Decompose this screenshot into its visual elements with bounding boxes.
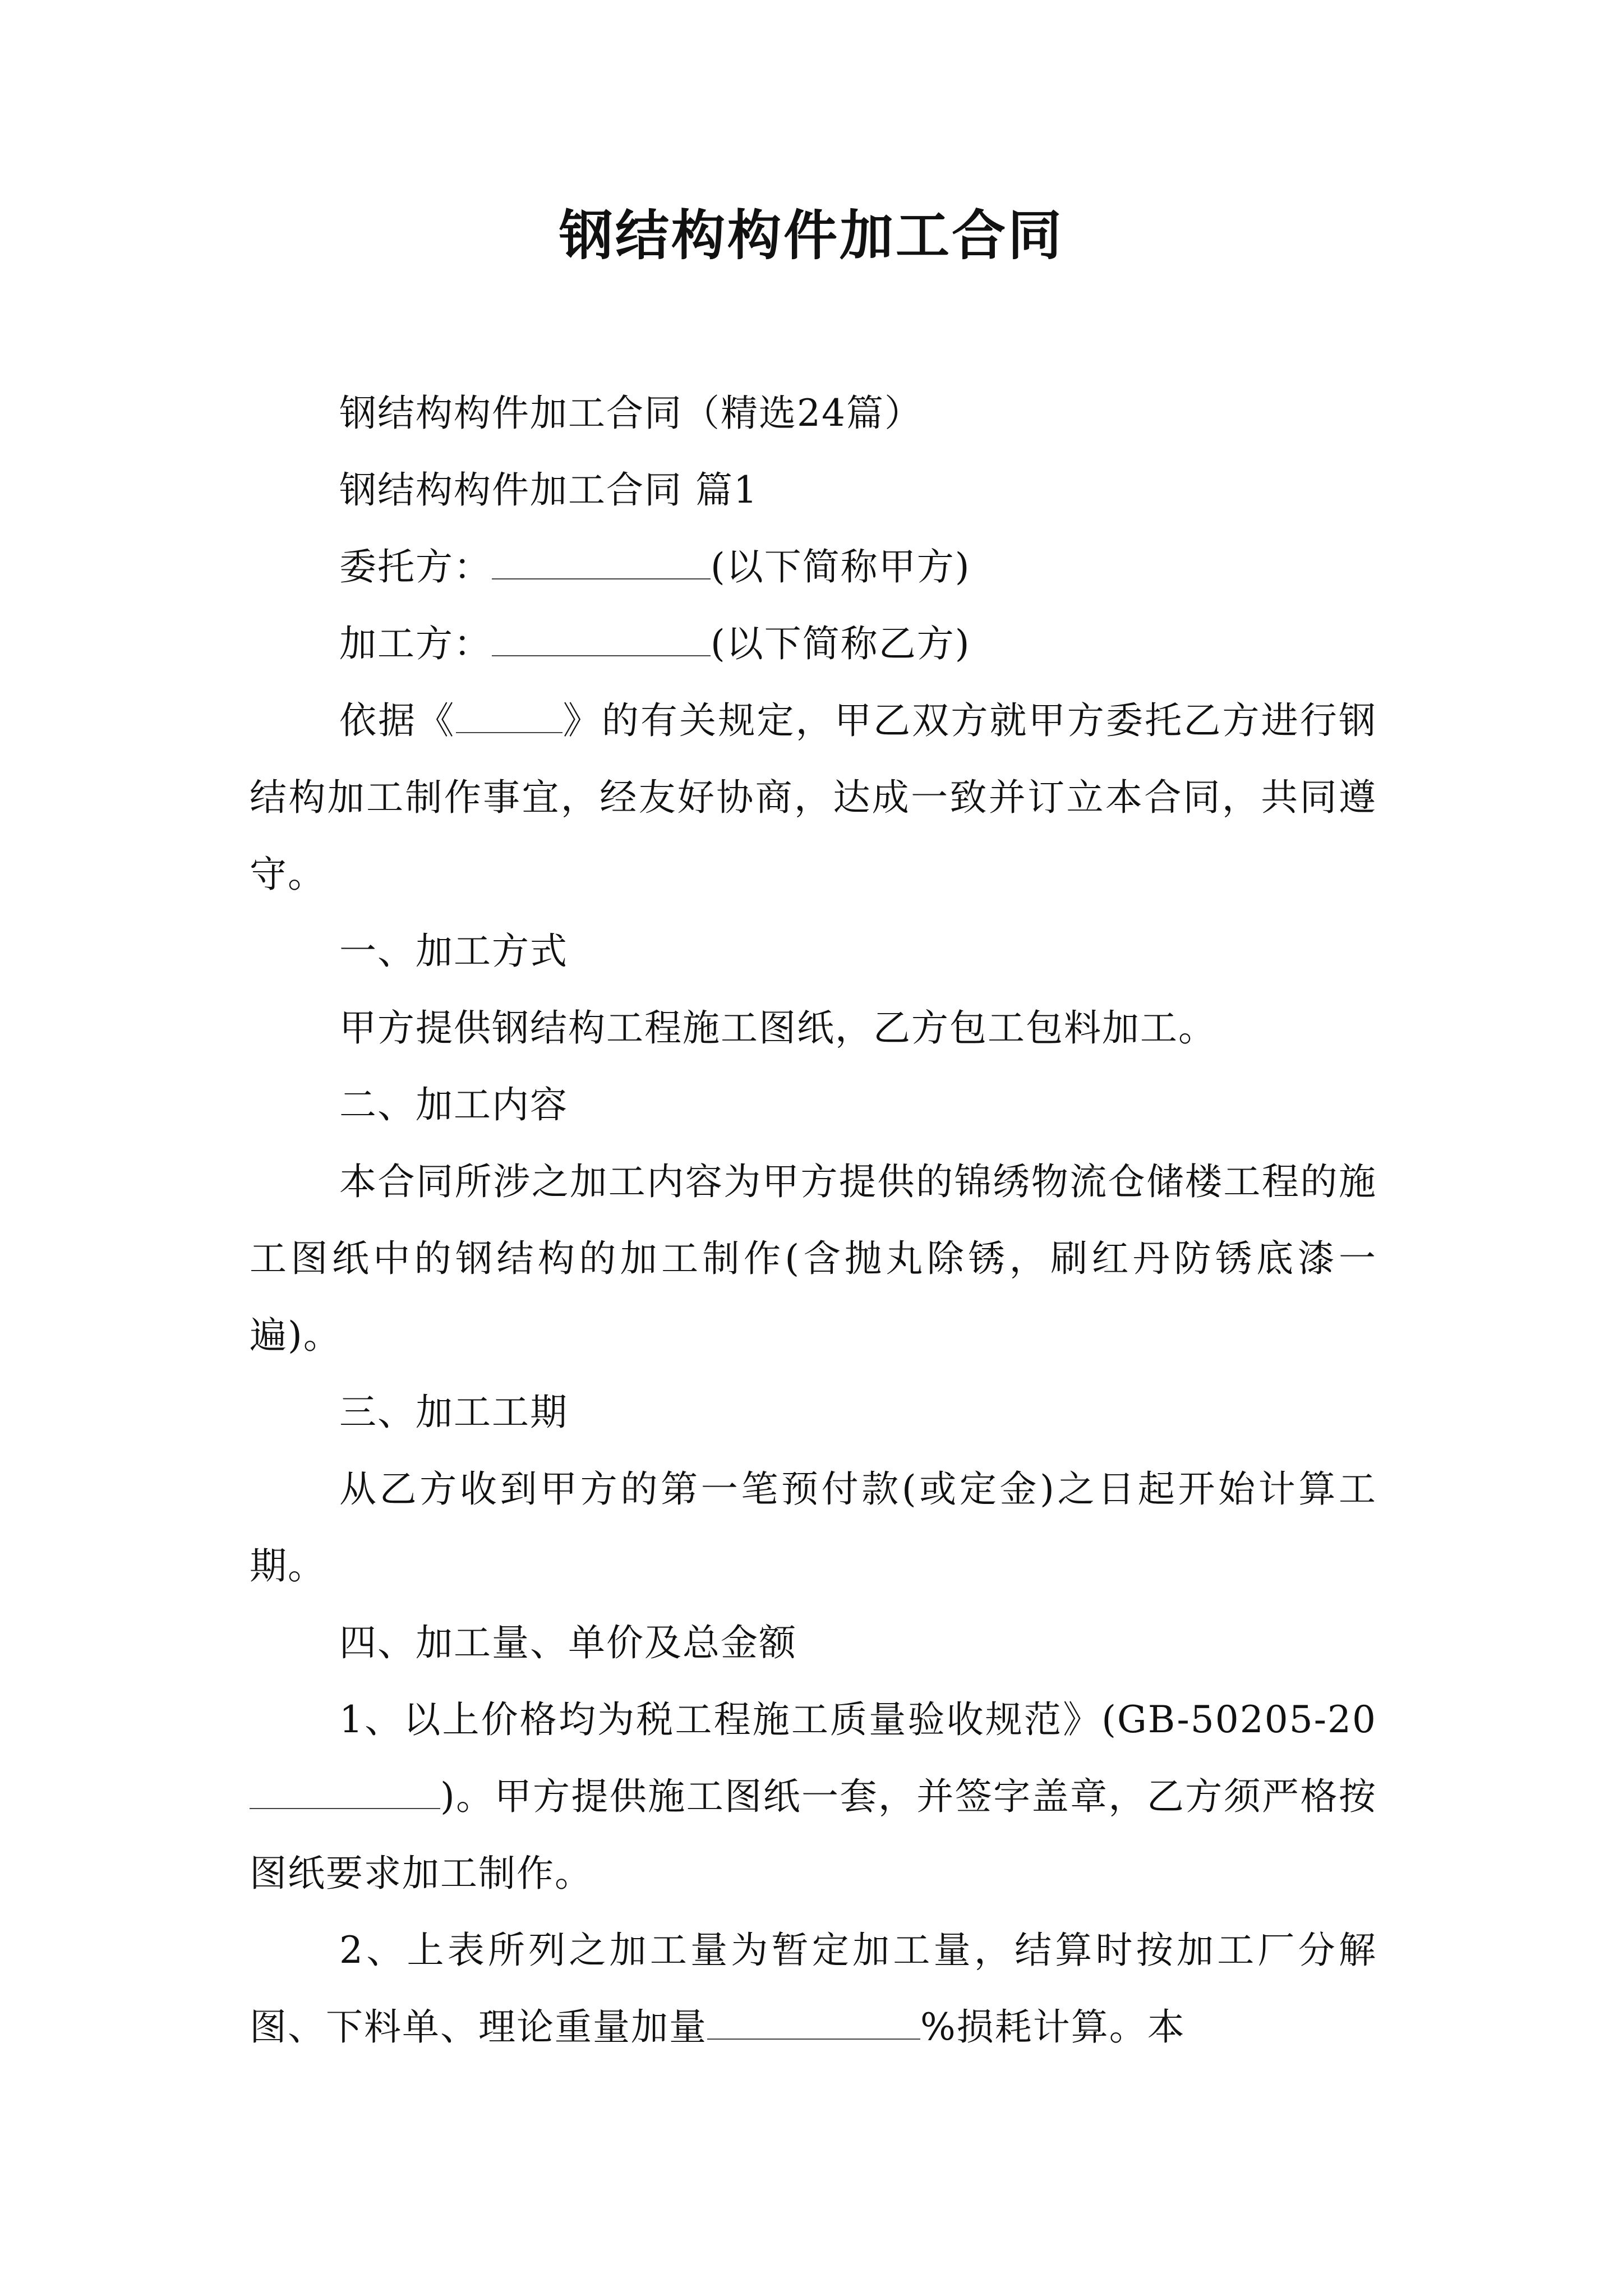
- part-heading: 钢结构构件加工合同 篇1: [339, 468, 758, 512]
- section-3-body: 从乙方收到甲方的第一笔预付款(或定金)之日起开始计算工期。: [250, 1467, 1377, 1588]
- intro-paragraph: [250, 682, 1377, 913]
- document-body: [250, 375, 1377, 2065]
- client-label: 委托方：: [339, 545, 492, 588]
- client-suffix: (以下简称甲方): [711, 545, 971, 588]
- section-3-heading: 三、加工工期: [339, 1391, 568, 1434]
- processor-line: [250, 605, 1377, 682]
- document-title: 钢结构构件加工合同: [559, 204, 1064, 267]
- intro-post: 》的有关规定，甲乙双方就甲方委托乙方进行钢结构加工制作事宜，经友好协商，达成一致并订立本合同，共同遵守。: [250, 699, 1377, 896]
- subtitle-line: 钢结构构件加工合同（精选24篇）: [339, 392, 923, 435]
- client-line: [250, 528, 1377, 605]
- item-2-pre: 2、上表所列之加工量为暂定加工量，结算时按加工厂分解图、下料单、理论重量加量: [250, 1929, 1377, 2049]
- item-1-pre: 1、以上价格均为税工程施工质量验收规范》(GB-50205-20: [339, 1698, 1377, 1741]
- intro-pre: 依据《: [339, 699, 456, 742]
- section-2-body: 本合同所涉之加工内容为甲方提供的锦绣物流仓储楼工程的施工图纸中的钢结构的加工制作(含抛丸除锈，刷红丹防锈底漆一遍)。: [250, 1160, 1377, 1357]
- processor-blank: [492, 624, 711, 656]
- standard-year-blank: [250, 1777, 440, 1809]
- regulation-blank: [456, 701, 562, 733]
- item-2-post: %损耗计算。本: [920, 2005, 1186, 2049]
- processor-suffix: (以下简称乙方): [711, 622, 971, 665]
- section-4-item-1: [250, 1681, 1377, 1912]
- loss-rate-blank: [707, 2007, 920, 2040]
- section-1-body: 甲方提供钢结构工程施工图纸，乙方包工包料加工。: [339, 1006, 1216, 1050]
- section-1-heading: 一、加工方式: [339, 930, 568, 973]
- section-2-heading: 二、加工内容: [339, 1083, 568, 1126]
- item-1-post: )。甲方提供施工图纸一套，并签字盖章，乙方须严格按图纸要求加工制作。: [250, 1775, 1377, 1895]
- section-4-item-2: [250, 1912, 1377, 2065]
- client-blank: [492, 547, 711, 579]
- processor-label: 加工方：: [339, 622, 492, 665]
- section-4-heading: 四、加工量、单价及总金额: [339, 1621, 797, 1664]
